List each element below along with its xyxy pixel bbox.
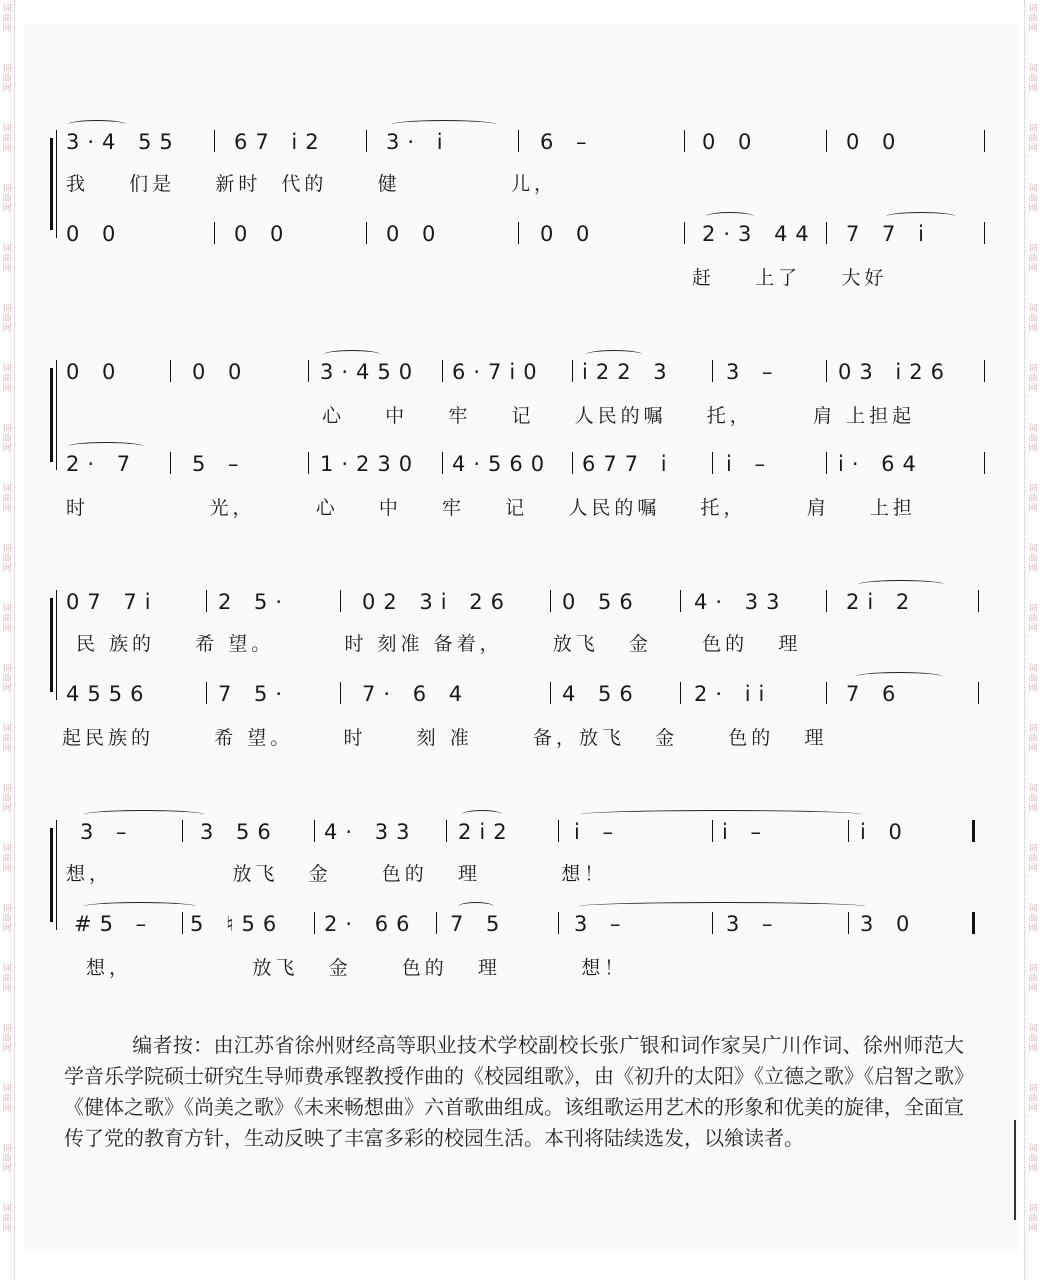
measure: 7 5 xyxy=(450,912,508,936)
slur xyxy=(68,120,126,129)
system-line xyxy=(56,590,57,700)
measure: 3 – xyxy=(726,360,781,384)
measure: 03 i26 xyxy=(838,360,952,384)
measure: 2i 2 xyxy=(846,590,918,614)
measure: 2·3 44 xyxy=(702,222,817,246)
score-system-3 xyxy=(46,580,996,760)
watermark-mark: 词曲网 xyxy=(2,244,12,274)
measure: 4·560 xyxy=(452,452,553,476)
watermark-mark: 词曲网 xyxy=(2,364,12,394)
watermark-mark: 词曲网 xyxy=(1028,724,1038,754)
measure: 4· 33 xyxy=(694,590,788,614)
measure: 07 7i xyxy=(66,590,159,614)
watermark-mark: 词曲网 xyxy=(2,904,12,934)
slur xyxy=(580,810,862,819)
measure: 4 56 xyxy=(562,682,641,706)
upper-staff xyxy=(66,818,996,848)
measure: 7 6 xyxy=(846,682,904,706)
score-system-1 xyxy=(46,120,996,290)
measure: 3·4 55 xyxy=(66,130,181,154)
system-bracket xyxy=(50,598,53,692)
measure: 0 0 xyxy=(386,222,444,246)
watermark-mark: 词曲网 xyxy=(2,484,12,514)
editor-note-text: 编者按：由江苏省徐州财经高等职业技术学校副校长张广银和词作家吴广川作词、徐州师范大学音乐学院硕士研究生导师费承铿教授作曲的《校园组歌》，由《初升的太阳》《立德之歌》《启智之歌》《健体之歌》《尚美之歌》《未来畅想曲》六首歌曲组成。该组歌运用艺术的形象和优美的旋律，全面宣传了党的教育方针，生动反映了丰富多彩的校园生活。本刊将陆续选发，以飨读者。 xyxy=(64,1033,964,1150)
slur xyxy=(706,212,754,221)
slur xyxy=(856,672,942,681)
measure: 0 0 xyxy=(540,222,598,246)
measure: 7· 6 4 xyxy=(362,682,471,706)
measure: 3 – xyxy=(726,912,781,936)
slur xyxy=(84,810,204,819)
watermark-mark: 词曲网 xyxy=(1028,184,1038,214)
watermark-mark: 词曲网 xyxy=(2,64,12,94)
measure: 2· 66 xyxy=(324,912,418,936)
measure: 3· i xyxy=(386,130,451,154)
watermark-mark: 词曲网 xyxy=(2,604,12,634)
score-system-2 xyxy=(46,350,996,530)
slur xyxy=(392,120,496,129)
watermark-mark: 词曲网 xyxy=(1028,1204,1038,1234)
watermark-mark: 词曲网 xyxy=(1028,4,1038,34)
measure: #5 – xyxy=(74,912,155,936)
watermark-mark: 词曲网 xyxy=(1028,64,1038,94)
lower-staff xyxy=(66,450,996,480)
measure: 3 – xyxy=(574,912,629,936)
measure: 5 ♮56 xyxy=(190,912,285,936)
measure: 0 0 xyxy=(66,360,124,384)
watermark-mark: 词曲网 xyxy=(1028,244,1038,274)
measure: 5 – xyxy=(192,452,247,476)
watermark-mark: 词曲网 xyxy=(2,124,12,154)
measure: 67 i2 xyxy=(234,130,327,154)
upper-lyric: 心 中 牢 记 人民的嘱 托， 肩 上担起 xyxy=(322,405,916,427)
measure: 7 5· xyxy=(218,682,291,706)
watermark-mark: 词曲网 xyxy=(1028,304,1038,334)
measure: 0 0 xyxy=(66,222,124,246)
upper-staff xyxy=(66,358,996,388)
measure: 6·7i0 xyxy=(452,360,545,384)
measure: i22 3 xyxy=(582,360,675,384)
watermark-mark: 词曲网 xyxy=(2,424,12,454)
measure: 2i2 xyxy=(458,820,515,844)
measure: i 0 xyxy=(860,820,910,844)
watermark-mark: 词曲网 xyxy=(1028,544,1038,574)
measure: i· 64 xyxy=(838,452,924,476)
measure: 0 0 xyxy=(192,360,250,384)
slur xyxy=(458,902,494,911)
editor-note xyxy=(64,1030,964,1154)
slur xyxy=(324,350,380,359)
watermark-mark: 词曲网 xyxy=(2,1144,12,1174)
measure: 6 – xyxy=(540,130,595,154)
watermark-mark: 词曲网 xyxy=(1028,424,1038,454)
measure: 677 i xyxy=(582,452,675,476)
score-system-4 xyxy=(46,810,996,990)
measure: 0 0 xyxy=(234,222,292,246)
watermark-mark: 词曲网 xyxy=(2,1024,12,1054)
margin-mark xyxy=(1014,1120,1016,1220)
watermark-mark: 词曲网 xyxy=(1028,844,1038,874)
lower-staff xyxy=(66,680,996,710)
watermark-mark: 词曲网 xyxy=(2,1204,12,1234)
watermark-mark: 词曲网 xyxy=(1028,604,1038,634)
lower-lyric: 想， 放飞 金 色的 理 想！ xyxy=(86,957,628,979)
watermark-mark: 词曲网 xyxy=(2,1084,12,1114)
watermark-mark: 词曲网 xyxy=(1028,364,1038,394)
lower-staff xyxy=(66,910,996,940)
watermark-mark: 词曲网 xyxy=(2,4,12,34)
measure: 0 0 xyxy=(846,130,904,154)
upper-lyric: 想， 放飞 金 色的 理 想！ xyxy=(66,863,608,885)
system-bracket xyxy=(50,368,53,462)
watermark-mark: 词曲网 xyxy=(1028,904,1038,934)
measure: 2 5· xyxy=(218,590,291,614)
watermark-mark: 词曲网 xyxy=(2,784,12,814)
slur xyxy=(68,442,144,451)
watermark-mark: 词曲网 xyxy=(2,724,12,754)
measure: 3 56 xyxy=(200,820,279,844)
upper-lyric: 民 族的 希 望。 时 刻准 备着， 放飞 金 色的 理 xyxy=(76,633,802,655)
measure: 2· 7 xyxy=(66,452,139,476)
watermark-mark: 词曲网 xyxy=(2,184,12,214)
watermark-mark: 词曲网 xyxy=(1028,664,1038,694)
watermark-mark: 词曲网 xyxy=(1028,124,1038,154)
measure: 0 0 xyxy=(702,130,760,154)
measure: 3 – xyxy=(80,820,135,844)
watermark-mark: 词曲网 xyxy=(1028,1144,1038,1174)
watermark-mark: 词曲网 xyxy=(1028,964,1038,994)
slur xyxy=(578,902,866,911)
lower-lyric: 起民族的 希 望。 时 刻 准 备，放飞 金 色的 理 xyxy=(62,727,828,749)
slur xyxy=(586,350,642,359)
system-line xyxy=(56,360,57,470)
measure: 3·450 xyxy=(320,360,421,384)
watermark-mark: 词曲网 xyxy=(1028,484,1038,514)
measure: 1·230 xyxy=(320,452,421,476)
watermark-mark: 词曲网 xyxy=(1028,1024,1038,1054)
measure: 4· 33 xyxy=(324,820,418,844)
measure: i – xyxy=(726,452,774,476)
measure: i – xyxy=(574,820,622,844)
system-bracket xyxy=(50,138,53,230)
slur xyxy=(886,212,956,221)
upper-lyric: 我 们是 新时 代的 健 儿， xyxy=(66,173,558,195)
lower-staff xyxy=(66,220,996,250)
watermark-mark: 词曲网 xyxy=(2,544,12,574)
watermark-mark: 词曲网 xyxy=(2,664,12,694)
system-line xyxy=(56,820,57,930)
slur xyxy=(858,580,944,589)
measure: i – xyxy=(722,820,770,844)
system-bracket xyxy=(50,828,53,922)
upper-staff xyxy=(66,128,996,158)
measure: 2· ii xyxy=(694,682,773,706)
measure: 0 56 xyxy=(562,590,641,614)
measure: 3 0 xyxy=(860,912,918,936)
upper-staff xyxy=(66,588,996,618)
slur xyxy=(462,810,502,819)
measure: 02 3i 26 xyxy=(362,590,512,614)
lower-lyric: 赶 上了 大好 xyxy=(692,267,888,289)
lower-lyric: 时 光， 心 中 牢 记 人民的嘱 托， 肩 上担 xyxy=(66,497,916,519)
watermark-mark: 词曲网 xyxy=(2,964,12,994)
measure: 7 7 i xyxy=(846,222,932,246)
measure: 4556 xyxy=(66,682,152,706)
watermark-mark: 词曲网 xyxy=(1028,784,1038,814)
watermark-mark: 词曲网 xyxy=(1028,1084,1038,1114)
watermark-mark: 词曲网 xyxy=(2,304,12,334)
watermark-mark: 词曲网 xyxy=(2,844,12,874)
system-line xyxy=(56,130,57,238)
slur xyxy=(84,902,196,911)
